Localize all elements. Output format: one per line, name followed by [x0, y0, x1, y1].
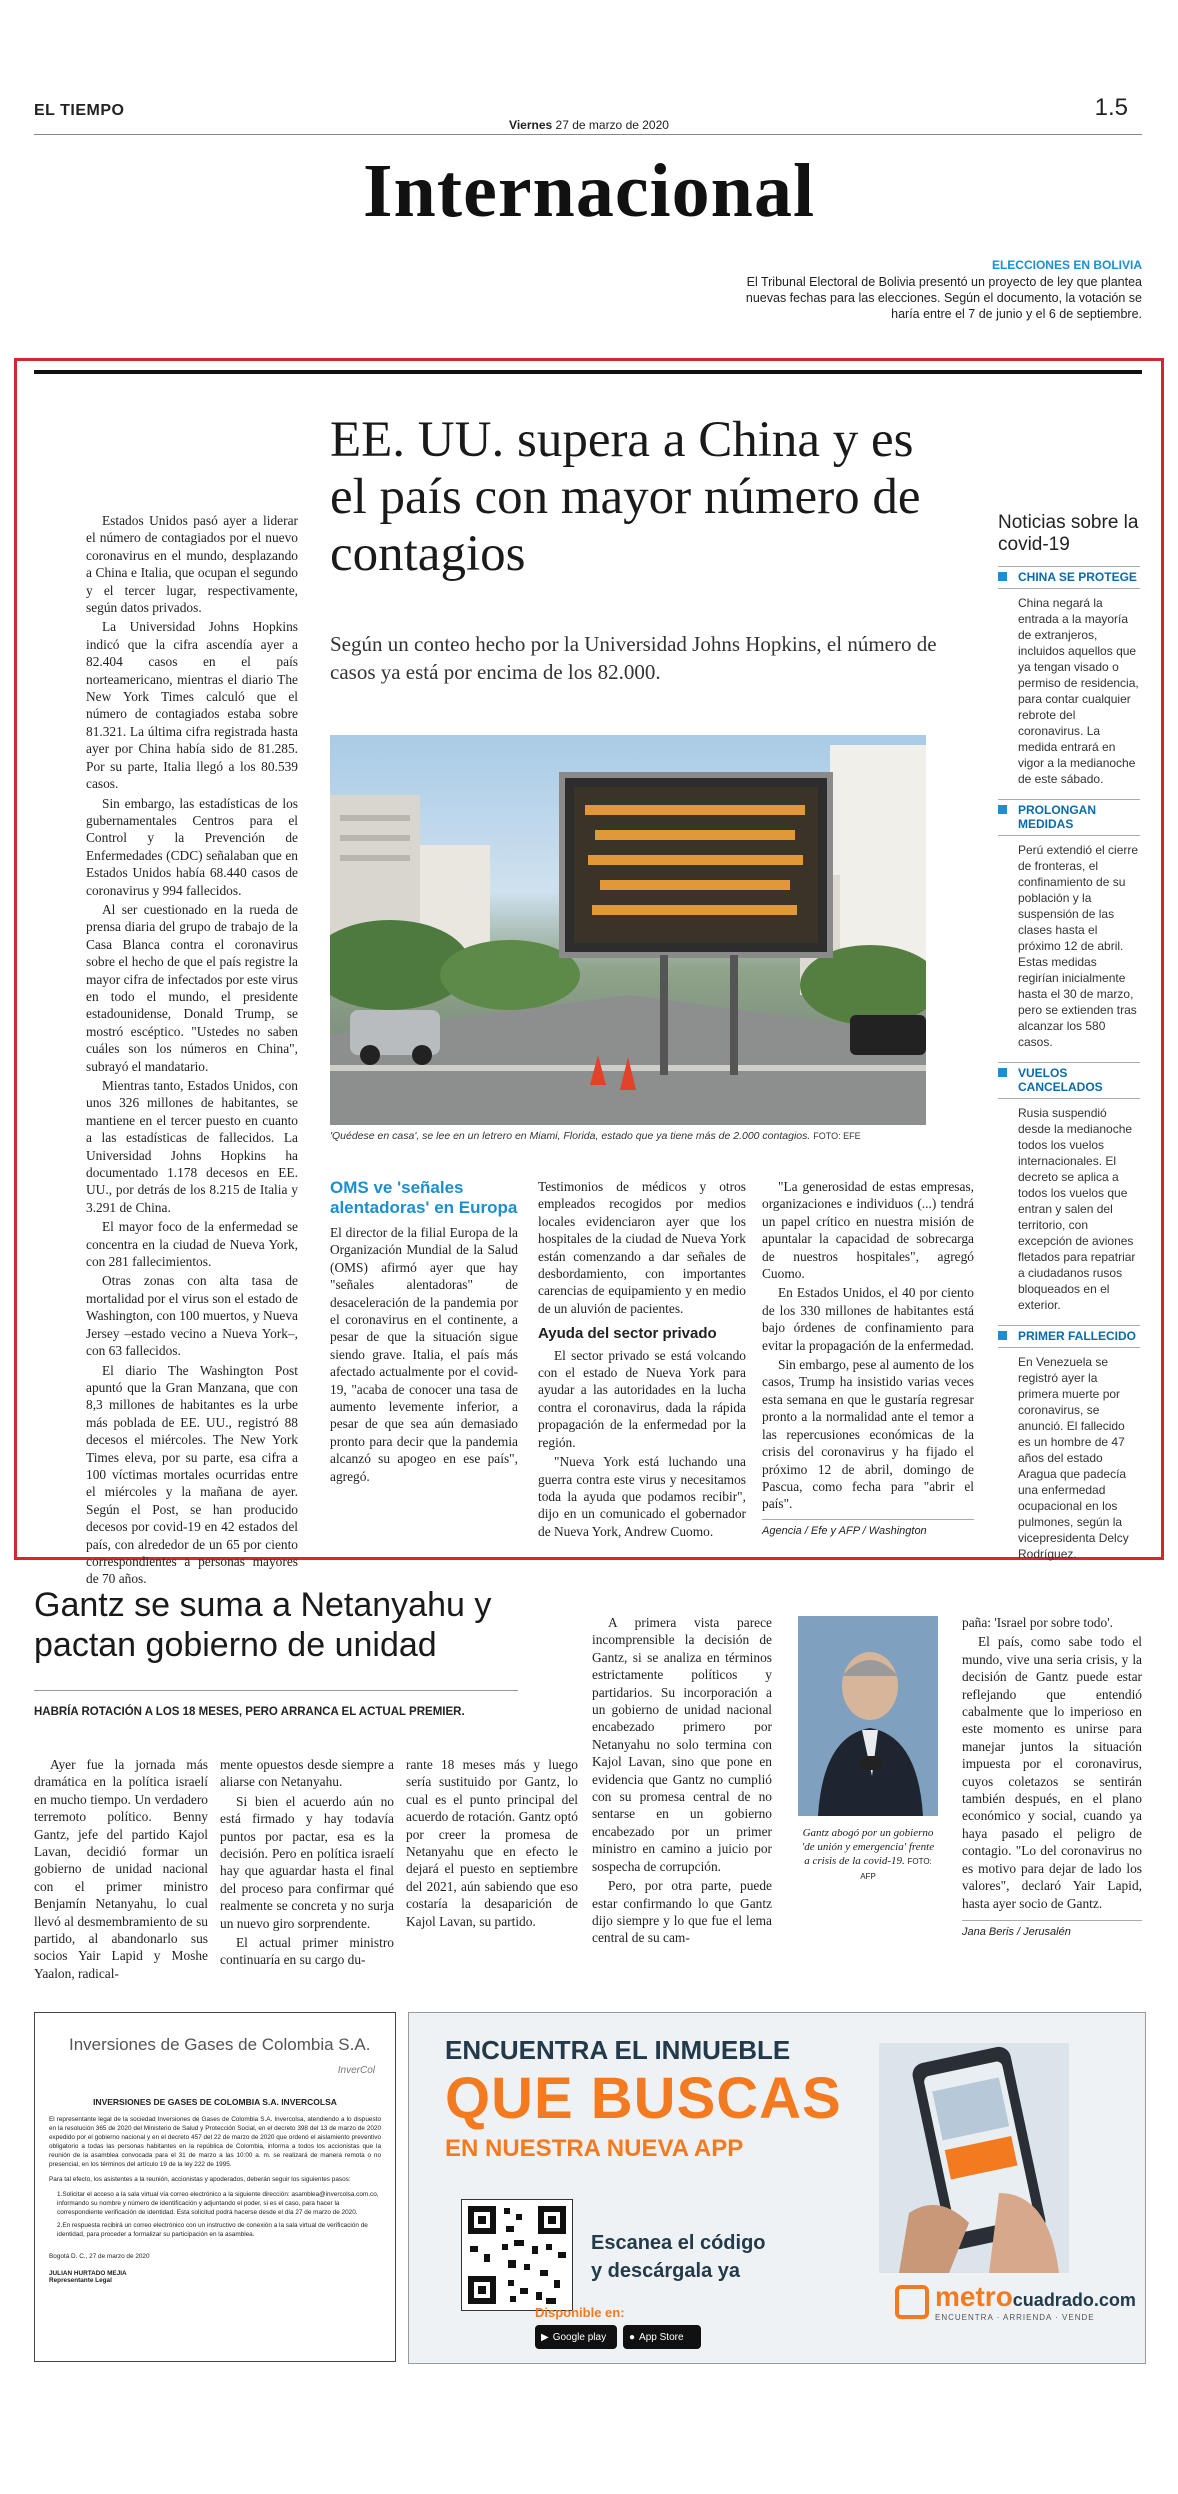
- brand-name: metro: [935, 2281, 1013, 2312]
- date-text: 27 de marzo de 2020: [555, 118, 669, 132]
- bullet-square-icon: [998, 1331, 1007, 1340]
- phone-in-hand-image: [879, 2043, 1069, 2273]
- main-col4-para: En Estados Unidos, el 40 por ciento de los 330 millones de habitantes está bajo órdenes de confinamiento para evitar la propagación de la enfermedad.: [762, 1285, 974, 1353]
- gantz-caption: [798, 1826, 938, 1884]
- gantz-col5-para: paña: 'Israel por sobre todo'.: [962, 1615, 1113, 1630]
- sidebar-title: Noticias sobre la covid-19: [998, 512, 1139, 555]
- invercolsa-notice: [34, 2012, 396, 2362]
- gantz-portrait-image: [798, 1616, 938, 1816]
- brand-domain: cuadrado.com: [1012, 2290, 1136, 2310]
- sidebar-head-text: PROLONGAN MEDIDAS: [1018, 803, 1096, 831]
- sidebar-head-text: CHINA SE PROTEGE: [1018, 570, 1137, 584]
- qr-code-graphic: [462, 2200, 572, 2310]
- metrocuadrado-ad: [408, 2012, 1146, 2364]
- top-rule: [34, 370, 1142, 374]
- notice-title: INVERSIONES DE GASES DE COLOMBIA S.A. INVERCOLSA: [93, 2097, 337, 2107]
- main-col1-para: Sin embargo, las estadísticas de los gubernamentales Centros para el Control y la Prevención de Enfermedades (CDC) señalaban que en Estados Unidos había 68.440 casos de coronavirus y 994 fallecidos.: [86, 795, 298, 898]
- sidebar-text-china: China negará la entrada a la mayoría de extranjeros, incluidos aquellos que ya tengan visado o permiso de residencia, para contar cualquier rebrote del coronavirus. La medida entrará en vigor a la medianoche de este sábado.: [1018, 596, 1139, 786]
- apple-icon: ●: [629, 2331, 636, 2343]
- gantz-column-2: [220, 1756, 394, 1971]
- main-column-2: [330, 1178, 518, 1487]
- main-credit: Agencia / Efe y AFP / Washington: [762, 1519, 974, 1540]
- main-column-3: [538, 1178, 746, 1542]
- sidebar-head-text: PRIMER FALLECIDO: [1018, 1329, 1137, 1343]
- ad-line-3: EN NUESTRA NUEVA APP: [445, 2135, 744, 2162]
- section-title: Internacional: [362, 149, 816, 233]
- gantz-photo: [798, 1616, 938, 1816]
- teaser: [730, 258, 1142, 322]
- gantz-caption-text: Gantz abogó por un gobierno 'de unión y emergencia' frente a crisis de la covid-19.: [801, 1827, 935, 1867]
- notice-company: Inversiones de Gases de Colombia S.A.: [69, 2035, 371, 2054]
- brand-logo: [895, 2281, 1136, 2322]
- google-play-badge[interactable]: [535, 2325, 617, 2349]
- sidebar-text-russia: Rusia suspendió desde la medianoche todos los vuelos internacionales. El decreto se aplica a todos los vuelos que entran y salen del territorio, con excepción de aviones fletados para repatriar a ciudadanos rusos bloqueados en el exterior.: [1018, 1106, 1136, 1312]
- play-icon: ▶: [541, 2331, 549, 2343]
- gantz-col4-para: Pero, por otra parte, puede estar confirmando lo que Gantz dijo siempre y lo que fue el lema central de su cam-: [592, 1878, 772, 1946]
- phone-graphic: [879, 2043, 1069, 2273]
- notice-body-2: Para tal efecto, los asistentes a la reunión, accionistas y apoderados, deberán seguir los siguientes pasos:: [49, 2176, 351, 2183]
- main-headline: EE. UU. supera a China y es el país con mayor número de contagios: [330, 412, 921, 582]
- main-col3-para: El sector privado se está volcando con el estado de Nueva York para ayudar a las autoridades en la lucha contra el coronavirus, dada la rápida propagación de la enfermedad por la región.: [538, 1347, 746, 1450]
- street-scene-image: [330, 735, 926, 1125]
- main-col1-para: Otras zonas con alta tasa de mortalidad por el virus son el estado de Washington, con 100 muertos, y Nueva Jersey –estado vecino a Nueva York–, con 63 fallecidos.: [86, 1273, 298, 1359]
- notice-signer-role: Representante Legal: [49, 2277, 112, 2284]
- bullet-square-icon: [998, 572, 1007, 581]
- gantz-col5-para: El país, como sabe todo el mundo, vive una seria crisis, y la decisión de Gantz puede estar reflejando que entendió cabalmente que lo imperioso en este momento es unirse para manejar juntos la situación impuesta por el coronavirus, cuyos coletazos se sentirán también después, en el plano económico y social, cuando ya haya pasado el peligro de contagio. "Lo del coronavirus no es motivo para dejar de lado los valores", declaró Yair Lapid, hasta ayer socio de Gantz.: [962, 1634, 1142, 1911]
- google-play-label: Google play: [552, 2331, 607, 2343]
- main-col3-para: Testimonios de médicos y otros empleados recogidos por medios locales evidenciaron ayer que los hospitales de la ciudad de Nueva York están comenzando a dar señales de desbordamiento, con importantes carencias de equipamiento y en medio de un aluvión de pacientes.: [538, 1179, 746, 1316]
- private-sector-subhead: Ayuda del sector privado: [538, 1325, 717, 1343]
- main-col1-para: El mayor foco de la enfermedad se concentra en la ciudad de Nueva York, con 281 fallecimientos.: [86, 1219, 298, 1270]
- covid-sidebar: [998, 512, 1140, 1574]
- notice-step-1: 1.Solicitar el acceso a la sala virtual vía correo electrónico a la siguiente dirección: asamblea@invercolsa.com.co, informando su nombre y número de identificación y adjuntando el poder, si es el caso, para hacer la correspondiente verificación de identidad. Esta solicitud podrá hacerse desde el día 27 de marzo de 2020.: [57, 2191, 379, 2216]
- ad-scan-text: Escanea el código y descárgala ya: [591, 2232, 766, 2282]
- main-col1-para: Estados Unidos pasó ayer a liderar el número de contagiados por el nuevo coronavirus en el mundo, desplazando a China e Italia, que ocupan el segundo y el tercer lugar, respectivamente, según datos privados.: [86, 513, 298, 616]
- gantz-col4-para: A primera vista parece incomprensible la decisión de Gantz, si se analiza en términos estrictamente políticos y partidarios. Su incorporación a un gobierno de unidad nacional encabezado primero por Netanyahu no solo termina con Kajol Lavan, sino que pone en evidencia que Gantz no cumplió con su promesa central de no sentarse en un gobierno encabezado por un primer ministro en camino a juicio por sospecha de corrupción.: [592, 1615, 772, 1874]
- gantz-photo-credit: FOTO: AFP: [860, 1857, 932, 1881]
- gantz-column-3: [406, 1756, 578, 1932]
- oms-subhead: OMS ve 'señales alentadoras' en Europa: [330, 1178, 518, 1217]
- ad-line-1: ENCUENTRA EL INMUEBLE: [445, 2035, 791, 2065]
- header-rule: [34, 134, 1142, 135]
- page-number: 1.5: [1094, 94, 1128, 121]
- sidebar-head-peru: [998, 799, 1140, 836]
- app-store-badge[interactable]: [623, 2325, 701, 2349]
- main-col4-para: "La generosidad de estas empresas, organizaciones e individuos (...) tendrá un papel crítico en nuestra misión de apuntalar la capacidad de sobrecarga de nuestros hospitales", agregó Cuomo.: [762, 1179, 974, 1282]
- gantz-column-4: [592, 1614, 772, 1949]
- sidebar-head-text: VUELOS CANCELADOS: [1018, 1066, 1103, 1094]
- main-col3-para: "Nueva York está luchando una guerra contra este virus y necesitamos toda la ayuda que podamos recibir", dijo en un comunicado el gobernador de Nueva York, Andrew Cuomo.: [538, 1454, 746, 1539]
- date-line: [0, 118, 1178, 132]
- main-col1-para: La Universidad Johns Hopkins indicó que la cifra ascendía ayer a 82.404 casos en el país norteamericano, mientras el diario The New York Times calculó que el número de contagiados estaba sobre 81.321. La última cifra registrada hasta ayer por China había sido de 81.285. Por su parte, Italia llegó a los 80.539 casos.: [86, 619, 298, 792]
- gantz-summary: HABRÍA ROTACIÓN A LOS 18 MESES, PERO ARRANCA EL ACTUAL PREMIER.: [34, 1706, 465, 1718]
- gantz-rule: [34, 1690, 518, 1691]
- main-col1-para: El diario The Washington Post apuntó que la Gran Manzana, que con 8,3 millones de habitantes es la urbe más poblada de EE. UU., registró 88 decesos el miércoles. The New York Times eleva, por su parte, esa cifra a 100 víctimas mortales ocurridas entre el miércoles y la mañana de ayer. Según el Post, se han producido decesos por covid-19 en 42 estados del país, con alrededor de un 65 por ciento correspondientes a personas mayores de 70 años.: [86, 1362, 298, 1587]
- sidebar-text-venezuela: En Venezuela se registró ayer la primera muerte por coronavirus, se anunció. El fallecido es un hombre de 47 años del estado Aragua que padecía una enfermedad ocupacional en los pulmones, según la vicepresidenta Delcy Rodríguez.: [1018, 1355, 1129, 1561]
- main-col4-para: Sin embargo, pese al aumento de los casos, Trump ha insistido varias veces esta semana en que le gustaría regresar pronto a la normalidad ante el temor a las repercusiones económicas de la crisis del coronavirus y ha fijado el próximo 12 de abril, domingo de Pascua, como fecha para "abrir el país".: [762, 1357, 974, 1512]
- notice-step-2: 2.En respuesta recibirá un correo electrónico con un instructivo de conexión a la sala virtual de verificación de identidad, para proceder a formalizar su participación en la asamblea.: [57, 2222, 368, 2238]
- main-col1-para: Al ser cuestionado en la rueda de prensa diaria del grupo de trabajo de la Casa Blanca contra el coronavirus sobre el hecho de que el país registre la mayor cifra de infectados por este virus en todo el mundo, el presidente estadounidense, Donald Trump, se mostró escéptico. "Ustedes no saben cuáles son los números en China", subrayó el mandatario.: [86, 901, 298, 1074]
- qr-code-icon: [461, 2199, 573, 2311]
- gantz-headline: Gantz se suma a Netanyahu y pactan gobierno de unidad: [34, 1586, 492, 1664]
- teaser-text: El Tribunal Electoral de Bolivia presentó un proyecto de ley que plantea nuevas fechas para las elecciones. Según el documento, la votación se haría entre el 7 de junio y el 6 de septiembre.: [745, 275, 1142, 321]
- gantz-col2-para: Si bien el acuerdo aún no está firmado y hay todavía puntos por pactar, esa es la decisión. Pero en política israelí hay que aguardar hasta el final del proceso para confirmar qué realmente se concreta y no surja un nuevo giro sorprendente.: [220, 1793, 394, 1931]
- bullet-square-icon: [998, 1068, 1007, 1077]
- gantz-credit: Jana Beris / Jerusalén: [962, 1920, 1142, 1941]
- notice-place-date: Bogotá D. C., 27 de marzo de 2020: [49, 2253, 150, 2260]
- gantz-col1-para: Ayer fue la jornada más dramática en la política israelí en mucho tiempo. Un verdadero terremoto político. Benny Gantz, jefe del partido Kajol Lavan, decidió formar un gobierno de unidad nacional con el primer ministro Benjamín Netanyahu, lo cual llevó al desmembramiento de su partido, al abandonarlo sus socios Yair Lapid y Moshe Yaalon, radical-: [34, 1757, 208, 1981]
- newspaper-name: EL TIEMPO: [34, 102, 125, 119]
- notice-body: El representante legal de la sociedad Inversiones de Gases de Colombia S.A. Invercolsa, atendiendo a lo dispuesto en la resolución 365 de 2020 del Ministerio de Salud y Protección Social, en el decreto 398 del 13 de marzo de 2020 expedido por el gobierno nacional y en el decreto 457 del 22 de marzo de 2020 que ordenó el aislamiento preventivo obligatorio a todas las personas habitantes en la república de Colombia, informa a todos los accionistas que la reunión de la asamblea convocada para el 31 de marzo a las 10:00 a. m. se realizará de manera remota o no presencial, en los términos del artículo 19 de la ley 222 de 1995.: [49, 2116, 381, 2168]
- sidebar-text-peru: Perú extendió el cierre de fronteras, el confinamiento de su población y la suspensión de las clases hasta el próximo 12 de abril. Estas medidas regirían inicialmente hasta el 30 de marzo, pero se extienden tras alcanzar los 580 casos.: [1018, 843, 1139, 1049]
- main-photo: [330, 735, 926, 1125]
- ad-line-2: QUE BUSCAS: [445, 2066, 842, 2131]
- ad-available: Disponible en:: [535, 2305, 625, 2320]
- main-column-1: [86, 512, 298, 1590]
- brand-square-icon: [895, 2285, 929, 2319]
- main-col1-para: Mientras tanto, Estados Unidos, con unos 326 millones de habitantes, se mantiene en el tercer puesto en cuanto a las estadísticas de fallecidos. La Universidad Johns Hopkins ha documentado 1.178 decesos en EE. UU., por detrás de los 8.215 de Italia y 3.291 de China.: [86, 1078, 298, 1215]
- gantz-column-5: [962, 1614, 1142, 1941]
- notice-signer: JULIAN HURTADO MEJIA: [49, 2270, 127, 2277]
- notice-logo: InverCol: [337, 2065, 375, 2076]
- teaser-kicker: ELECCIONES EN BOLIVIA: [991, 258, 1142, 272]
- photo-caption-text: 'Quédese en casa', se lee en un letrero en Miami, Florida, estado que ya tiene más de 2.000 contagios.: [330, 1130, 811, 1142]
- gantz-column-1: [34, 1756, 208, 1984]
- date-day: Viernes: [509, 118, 553, 132]
- main-column-4: [762, 1178, 974, 1540]
- gantz-col2-para: El actual primer ministro continuaría en su cargo du-: [220, 1935, 394, 1968]
- main-deck: Según un conteo hecho por la Universidad Johns Hopkins, el número de casos ya está por encima de los 82.000.: [330, 632, 937, 684]
- brand-tagline: ENCUENTRA · ARRIENDA · VENDE: [935, 2313, 1095, 2322]
- sidebar-head-china: [998, 566, 1140, 589]
- sidebar-head-russia: [998, 1062, 1140, 1099]
- oms-paragraph: El director de la filial Europa de la Organización Mundial de la Salud (OMS) afirmó ayer que hay "señales alentadoras" de desaceleración de la pandemia por el coronavirus en el continente, a pesar de que la situación sigue siendo grave. Italia, el país más afectado actualmente por el covid-19, "acaba de conocer una tasa de aumento levemente inferior, a pesar de que sea aún demasiado pronto para decir que la pandemia alcanzó su apogeo en ese país", agregó.: [330, 1225, 518, 1484]
- sidebar-head-venezuela: [998, 1325, 1140, 1348]
- photo-caption: [330, 1130, 930, 1142]
- photo-credit: FOTO: EFE: [813, 1131, 861, 1141]
- app-store-label: App Store: [639, 2331, 684, 2343]
- bullet-square-icon: [998, 805, 1007, 814]
- gantz-col3-para: rante 18 meses más y luego sería sustituido por Gantz, lo cual es el punto principal del acuerdo de rotación. Gantz optó por creer la promesa de Netanyahu que en efecto le dejará el puesto en septiembre del 2021, aún sabiendo que eso costaría la desaparición de Kajol Lavan, su partido.: [406, 1757, 578, 1929]
- gantz-col2-para: mente opuestos desde siempre a aliarse con Netanyahu.: [220, 1757, 394, 1790]
